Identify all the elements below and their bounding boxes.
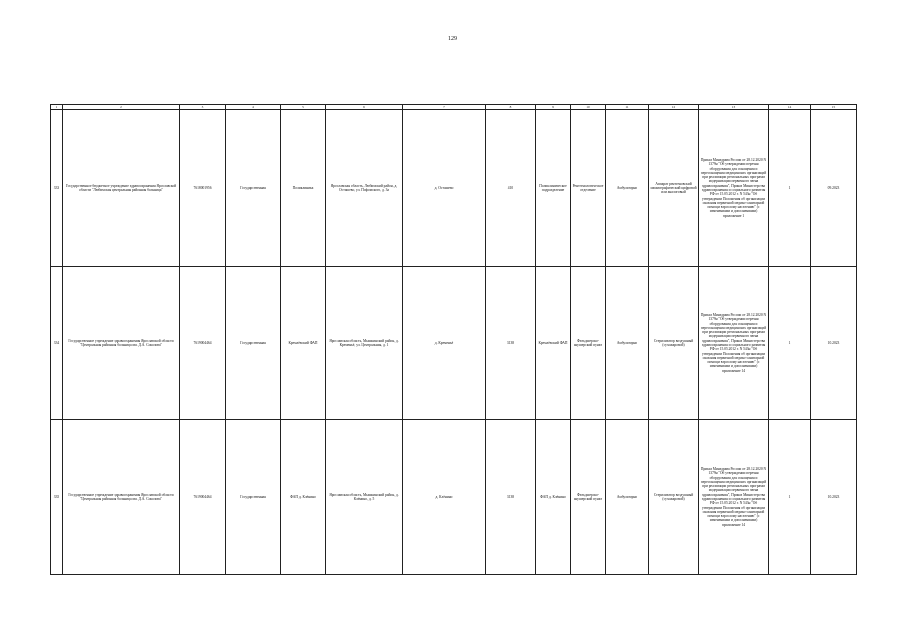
column-number: 5: [281, 105, 326, 110]
column-number: 10: [571, 105, 606, 110]
address-cell: Ярославская область, Мышкинский район, д. Кременьё, ул. Центральная, д. 1: [326, 267, 403, 420]
column-number: 3: [180, 105, 226, 110]
column-number: 11: [606, 105, 649, 110]
column-number: 6: [326, 105, 403, 110]
date-cell: 09.2023: [811, 110, 857, 267]
page-number: 129: [448, 36, 457, 42]
column-number: 7: [403, 105, 486, 110]
locality-cell: д. Кременьё: [403, 267, 486, 420]
ownership-cell: Государственная: [226, 267, 281, 420]
quantity-cell: 1: [769, 110, 811, 267]
department-cell: Фельдшерско-акушерский пункт: [571, 267, 606, 420]
column-number: 12: [649, 105, 699, 110]
equipment-cell: Стерилизатор воздушный (сухожаровой): [649, 267, 699, 420]
care-condition-cell: Амбулаторно: [606, 420, 649, 575]
row-number: 335: [51, 420, 63, 575]
population-cell: 410: [486, 110, 536, 267]
column-number: 4: [226, 105, 281, 110]
column-number: 15: [811, 105, 857, 110]
unit-cell: Поликлиника: [281, 110, 326, 267]
organization-cell: Государственное учреждение здравоохранения Ярославской области "Центральная районная больница им. Д.А. Соколова": [63, 420, 180, 575]
column-number: 9: [536, 105, 571, 110]
organization-cell: Государственное бюджетное учреждение здравоохранения Ярославской области "Любимская центральная районная больница": [63, 110, 180, 267]
ownership-cell: Государственная: [226, 110, 281, 267]
ownership-cell: Государственная: [226, 420, 281, 575]
equipment-cell: Стерилизатор воздушный (сухожаровой): [649, 420, 699, 575]
column-number: 13: [699, 105, 769, 110]
population-cell: 3138: [486, 420, 536, 575]
legal-basis-cell: Приказ Минздрава России от 28.12.2020 N 1379н "Об утверждении перечня оборудования для оснащения и переоснащения медицинских организаций при реализации региональных программ модернизации первичного звена здравоохранения", Приказ Министерства здравоохранения и социального развития РФ от 15.05.2012 г. N 543н "Об утверждении Положения об организации оказания первичной медико-санитарной помощи взрослому населению" (с изменениями и дополнениями) приложение 14: [699, 267, 769, 420]
unit-cell: ФАП д. Клёнино: [281, 420, 326, 575]
row-number: 334: [51, 267, 63, 420]
column-number: 14: [769, 105, 811, 110]
quantity-cell: 1: [769, 420, 811, 575]
address-cell: Ярославская область, Любимский район, д. Осташево, ул. Пофомского, д. 3а: [326, 110, 403, 267]
care-condition-cell: Амбулаторно: [606, 110, 649, 267]
division-type-cell: ФАП д. Клёнино: [536, 420, 571, 575]
table-row: [51, 267, 857, 420]
organization-cell: Государственное учреждение здравоохранения Ярославской области "Центральная районная больница им. Д.А. Соколова": [63, 267, 180, 420]
quantity-cell: 1: [769, 267, 811, 420]
table-row: [51, 420, 857, 575]
column-number: 1: [51, 105, 63, 110]
legal-basis-cell: Приказ Минздрава России от 28.12.2020 N 1379н "Об утверждении перечня оборудования для оснащения и переоснащения медицинских организаций при реализации региональных программ модернизации первичного звена здравоохранения", Приказ Министерства здравоохранения и социального развития РФ от 15.05.2012 г. N 543н "Об утверждении Положения об организации оказания первичной медико-санитарной помощи взрослому населению" (с изменениями и дополнениями) приложение 1: [699, 110, 769, 267]
equipment-cell: Аппарат рентгеновский маммографический цифровой или аналоговый: [649, 110, 699, 267]
column-number: 2: [63, 105, 180, 110]
table-row: [51, 110, 857, 267]
locality-cell: д. Осташево: [403, 110, 486, 267]
population-cell: 3138: [486, 267, 536, 420]
row-number: 333: [51, 110, 63, 267]
address-cell: Ярославская область, Мышкинский район, д. Клёнино, д. 5: [326, 420, 403, 575]
division-type-cell: Кремлёвский ФАП: [536, 267, 571, 420]
equipment-table: [50, 104, 857, 575]
unit-cell: Кремлёвский ФАП: [281, 267, 326, 420]
department-cell: Рентгенологическое отделение: [571, 110, 606, 267]
date-cell: 10.2023: [811, 420, 857, 575]
date-cell: 10.2023: [811, 267, 857, 420]
department-cell: Фельдшерско-акушерский пункт: [571, 420, 606, 575]
inn-cell: 7619004464: [180, 267, 226, 420]
legal-basis-cell: Приказ Минздрава России от 28.12.2020 N 1379н "Об утверждении перечня оборудования для оснащения и переоснащения медицинских организаций при реализации региональных программ модернизации первичного звена здравоохранения", Приказ Министерства здравоохранения и социального развития РФ от 15.05.2012 г. N 543н "Об утверждении Положения об организации оказания первичной медико-санитарной помощи взрослому населению" (с изменениями и дополнениями) приложение 14: [699, 420, 769, 575]
inn-cell: 7618001956: [180, 110, 226, 267]
column-number: 8: [486, 105, 536, 110]
care-condition-cell: Амбулаторно: [606, 267, 649, 420]
locality-cell: д. Клёнино: [403, 420, 486, 575]
division-type-cell: Поликлиническое подразделение: [536, 110, 571, 267]
inn-cell: 7619004464: [180, 420, 226, 575]
